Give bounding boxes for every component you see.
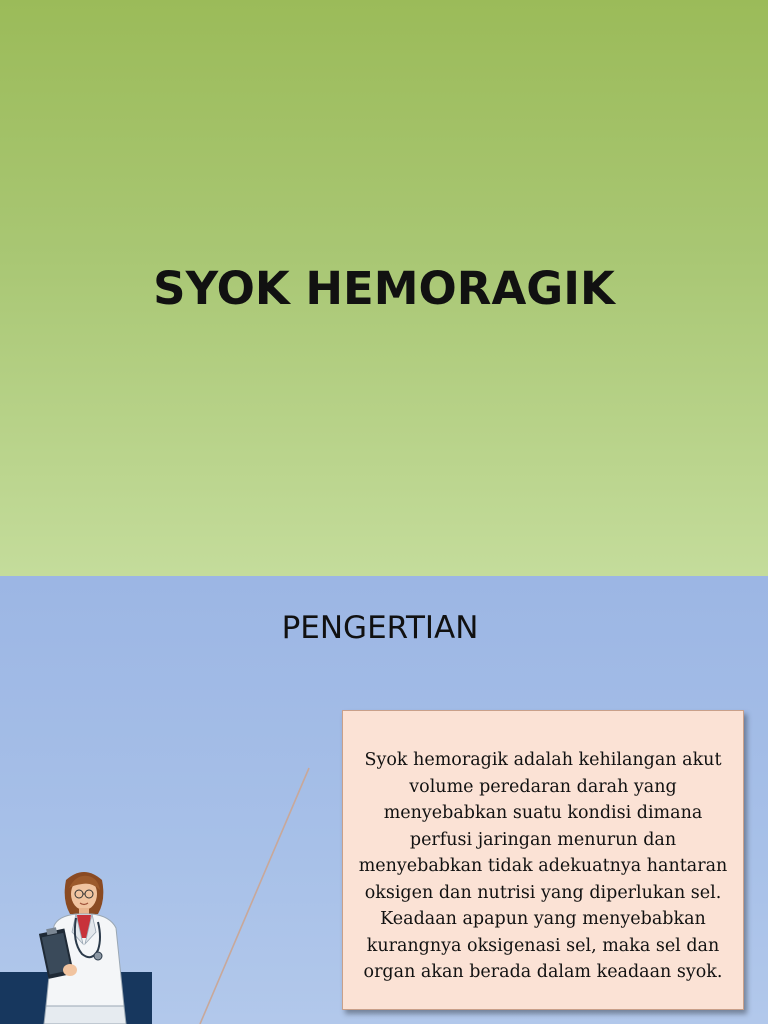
section-heading: PENGERTIAN: [281, 610, 479, 646]
slide-title-text: SYOK HEMORAGIK: [153, 262, 615, 315]
definition-box: [342, 710, 744, 1010]
doctor-icon: [36, 866, 136, 1024]
definition-text: Syok hemoragik adalah kehilangan akut volume peredaran darah yang menyebabkan suatu kondisi dimana perfusi jaringan menurun dan menyebabkan tidak adekuatnya hantaran oksigen dan nutrisi yang diperlukan sel. Keadaan apapun yang menyebabkan kurangnya oksigenasi sel, maka sel dan organ akan berada dalam keadaan syok.: [358, 750, 728, 982]
slide-definition: [0, 576, 768, 1024]
